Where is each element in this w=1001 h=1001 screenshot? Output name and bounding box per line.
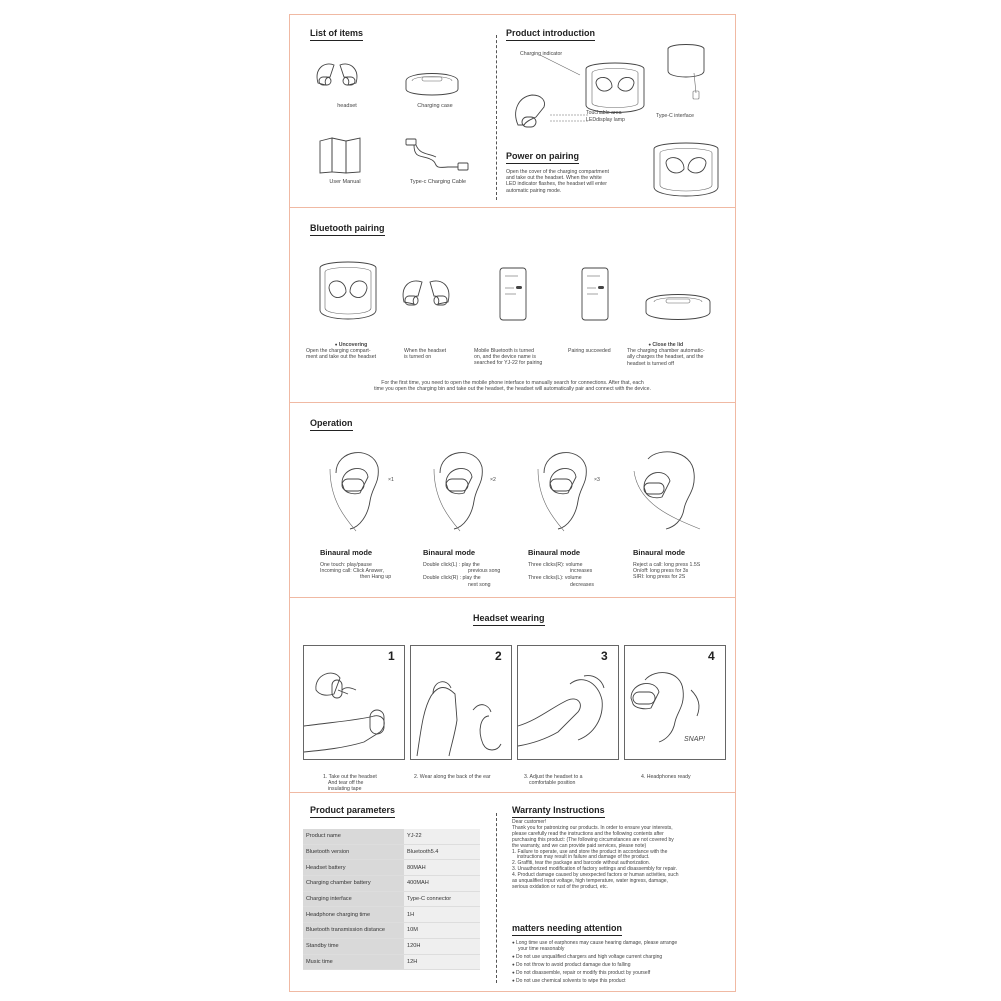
cable-icon [400, 133, 475, 173]
bt-note: For the first time, you need to open the mobile phone interface to manually search for connections. After that, each time you open the charging bin and take out the headset, the headset will automatically pair and connect with the device. [374, 380, 651, 393]
table-row: Bluetooth version Bluetooth5.4 [303, 844, 480, 860]
item-label: User Manual [329, 179, 361, 185]
typec-label: Type-C interface [656, 113, 695, 119]
table-row: Headset battery 80MAH [303, 860, 480, 876]
ear-hold-icon [630, 443, 710, 533]
step-number: 2 [495, 649, 502, 663]
ear-tap-3-icon [534, 443, 596, 533]
parameters-table [303, 829, 480, 970]
bt-step-uncovering: ● Uncovering Open the charging compart- ment and take out the headset [306, 342, 396, 361]
step-number: 3 [601, 649, 608, 663]
table-row: Standby time 120H [303, 938, 480, 954]
hand-wear-icon [411, 660, 509, 756]
headset-icon [312, 55, 362, 100]
divider [496, 813, 497, 983]
bt-step-turned-on: When the headset is turned on [404, 348, 447, 361]
item-label: Charging case [417, 103, 453, 109]
tap-count: ×1 [388, 477, 394, 483]
panel-bluetooth [289, 207, 736, 404]
charging-case-icon [402, 63, 462, 103]
headset-ready-icon [625, 660, 723, 756]
headset-wearing-title: Headset wearing [473, 613, 545, 623]
warranty-text: Dear customer! Thank you for patronizing our products. In order to ensure your interests, please carefully read the instructions and the following contents after purchasing this product: (The following circumstances are not covered by the warranty, and we can provide paid services, please note) 1. Failure to operate, use and store the product in accordance with the instructions may result in failure and damage of the product. 2. Graffiti, tear the package and barcode without authorization. 3. Unauthorized modification of factory settings and disassembly for repair. 4. Product damage caused by unexpected factors or human activities, such as unqualified input voltage, high temperature, water ingress, damage, serious oxidation or rust of the product, etc. [512, 819, 679, 890]
table-row: Headphone charging time 1H [303, 907, 480, 923]
wearing-step-4-text: 4. Headphones ready [641, 774, 691, 780]
ear-tap-2-icon [430, 443, 492, 533]
hand-takeout-icon [304, 660, 402, 756]
step-number: 4 [708, 649, 715, 663]
open-case-icon [316, 260, 380, 322]
charging-indicator-label: Charging indicator [520, 51, 563, 57]
table-row: Music time 12H [303, 954, 480, 970]
divider [496, 35, 497, 200]
phone-search-icon [498, 266, 528, 322]
step-number: 1 [388, 649, 395, 663]
table-row: Charging interface Type-C connector [303, 891, 480, 907]
led-display-label: LEDdisplay lamp [586, 117, 625, 123]
bt-step-close-lid: ● Close the lid The charging chamber automatic- ally charges the headset, and the headset is turned off [627, 342, 705, 367]
tap-count: ×3 [594, 477, 600, 483]
user-manual-icon [316, 135, 366, 175]
item-label: Type-c Charging Cable [409, 179, 467, 185]
tap-count: ×2 [490, 477, 496, 483]
attention-title: matters needing attention [512, 923, 623, 933]
product-intro-title: Product introduction [506, 28, 595, 38]
power-on-text: Open the cover of the charging compartment and take out the headset. When the white LED indicator flashes, the headset will enter automatic pairing mode. [506, 169, 609, 194]
panel-wearing [289, 597, 736, 794]
headset-pair-icon [398, 272, 454, 318]
table-row: Product name YJ-22 [303, 829, 480, 844]
charging-case-open-icon [580, 59, 650, 117]
bluetooth-pairing-title: Bluetooth pairing [310, 223, 385, 233]
bt-step-search: Mobile Bluetooth is turned on, and the device name is searched for YJ-22 for pairing [474, 348, 543, 367]
leader-lines [540, 55, 590, 125]
wearing-step-3-text: 3. Adjust the headset to a comfortable position [524, 774, 583, 787]
panel-items-intro [289, 14, 736, 209]
item-label: headset [337, 103, 357, 109]
panel-parameters-warranty [289, 792, 736, 992]
table-row: Bluetooth transmission distance 10M [303, 923, 480, 939]
power-on-pairing-title: Power on pairing [506, 151, 580, 161]
manual-page [289, 14, 736, 993]
hand-adjust-icon [518, 660, 616, 756]
closed-case-icon [642, 286, 714, 326]
product-parameters-title: Product parameters [310, 805, 396, 815]
phone-paired-icon [580, 266, 610, 322]
panel-operation: Operation ×1 ×2 ×3 Binaural mode One touch: play/pause Incoming call: Click Answer, then Hang up Binaural mode Double click(L) : play the previous song Double click(R) : play the next song Binaural mode Three clicks(R): volume increases Three clicks(L): volume decreases Binaural mode Reject a call: long press 1.5S On/off: long press for 3s SIRI: long press for 2S [289, 402, 736, 599]
table-row: Charging chamber battery 400MAH [303, 876, 480, 892]
bt-step-paired: Pairing succeeded [568, 348, 611, 354]
ear-tap-1-icon [326, 443, 388, 533]
typec-port-icon [664, 43, 708, 103]
snap-text: SNAP! [684, 736, 706, 743]
list-of-items-title: List of items [310, 28, 364, 38]
operation-title: Operation [310, 418, 353, 428]
touchable-area-label: Touchable area [586, 110, 622, 116]
wearing-step-2-text: 2. Wear along the back of the ear [414, 774, 491, 780]
attention-text: ● Long time use of earphones may cause hearing damage, please arrange your time reasonably ● Do not use unqualified chargers and high voltage current charging ● Do not throw to avoid product damage due to falling ● Do not disassemble, repair or modify this product by yourself ● Do not use chemical solvents to wipe this product [512, 939, 732, 986]
warranty-title: Warranty Instructions [512, 805, 605, 815]
charging-case-pairing-icon [650, 139, 722, 201]
wearing-step-1-text: 1. Take out the headset And tear off the insulating tape [323, 774, 377, 793]
